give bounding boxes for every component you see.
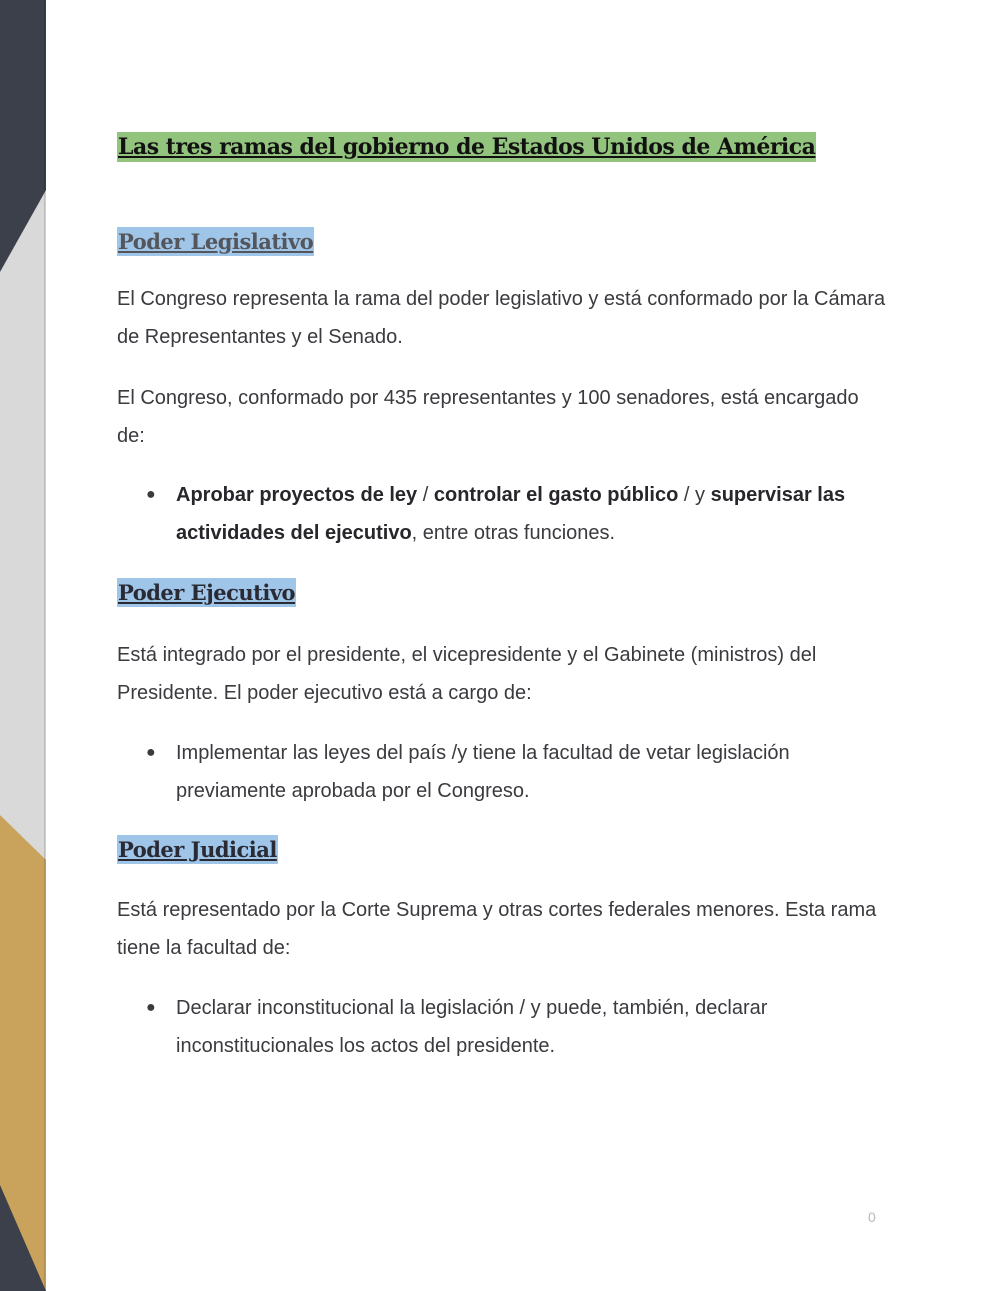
bullet-bold-part-1: Aprobar proyectos de ley bbox=[176, 484, 418, 506]
page-edge-shadow bbox=[44, 0, 46, 1291]
page-number: 0 bbox=[868, 1209, 876, 1225]
heading-poder-ejecutivo: Poder Ejecutivo bbox=[118, 580, 296, 605]
decorative-side-band bbox=[0, 0, 46, 1291]
legislativo-paragraph-1: El Congreso representa la rama del poder legislativo y está conformado por la Cámara de Representantes y el Senado. bbox=[117, 288, 886, 348]
bullet-separator-1: / bbox=[417, 484, 434, 506]
legislativo-paragraph-2: El Congreso, conformado por 435 representantes y 100 senadores, está encargado de: bbox=[117, 387, 859, 447]
judicial-bullet-text: Declarar inconstitucional la legislación / y puede, también, declarar inconstitucionales los actos del presidente. bbox=[176, 997, 768, 1057]
side-band-shapes bbox=[0, 0, 46, 1291]
bullet-separator-2: / y bbox=[678, 484, 711, 506]
bullet-icon: ● bbox=[146, 486, 156, 503]
judicial-bullet-item bbox=[146, 989, 876, 1065]
heading-poder-judicial: Poder Judicial bbox=[118, 837, 277, 862]
bullet-bold-part-3: supervisar las actividades del ejecutivo bbox=[176, 484, 846, 544]
document-title: Las tres ramas del gobierno de Estados Unidos de América bbox=[118, 134, 816, 160]
bullet-bold-part-2: controlar el gasto público bbox=[433, 484, 679, 506]
bullet-icon: ● bbox=[146, 999, 156, 1016]
judicial-paragraph-1: Está representado por la Corte Suprema y otras cortes federales menores. Esta rama tiene la facultad de: bbox=[117, 899, 877, 959]
bullet-rest: , entre otras funciones. bbox=[411, 522, 616, 544]
ejecutivo-bullet-item bbox=[146, 734, 876, 810]
bullet-icon: ● bbox=[146, 744, 156, 761]
heading-poder-legislativo: Poder Legislativo bbox=[118, 229, 314, 254]
ejecutivo-bullet-text: Implementar las leyes del país /y tiene la facultad de vetar legislación previamente aprobada por el Congreso. bbox=[176, 742, 790, 802]
ejecutivo-paragraph-1: Está integrado por el presidente, el vicepresidente y el Gabinete (ministros) del Presidente. El poder ejecutivo está a cargo de: bbox=[117, 644, 817, 704]
legislativo-bullet-item bbox=[146, 476, 876, 552]
